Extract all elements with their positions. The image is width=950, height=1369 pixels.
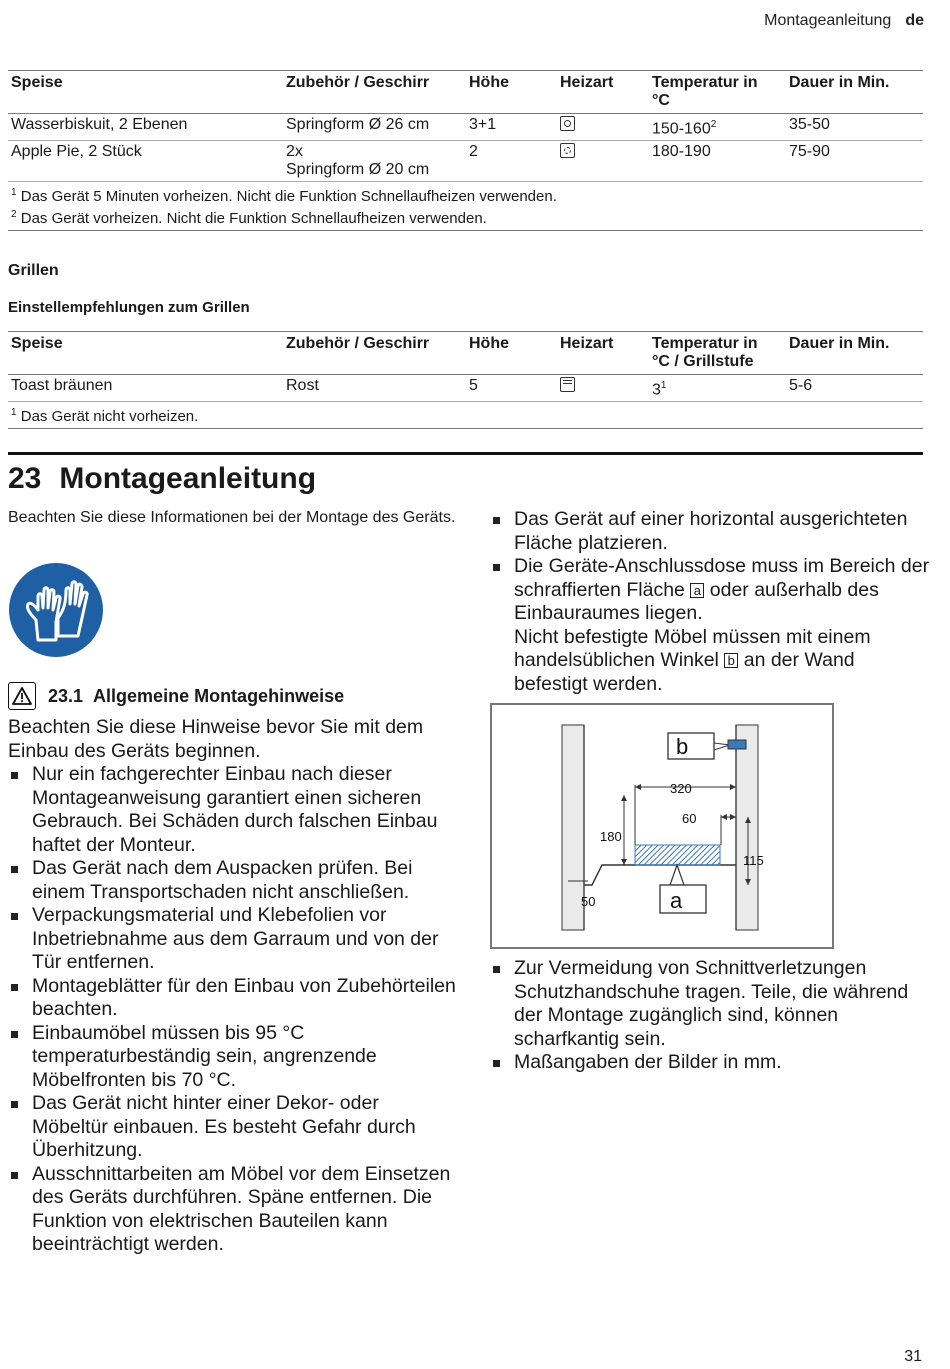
instruction-list (490, 508, 930, 696)
zubehoer-line: 2x (286, 143, 303, 161)
right-column-instructions-2 (490, 957, 930, 1075)
col-header: Dauer in Min. (786, 332, 923, 375)
footnote (11, 404, 920, 426)
protective-gloves-icon (8, 562, 104, 658)
col-header: Höhe (466, 332, 557, 375)
cell-zubehoer: Springform Ø 26 cm (283, 114, 466, 141)
list-text: an der Wand befestigt werden. (514, 649, 855, 695)
table-header-row (8, 71, 923, 114)
cell-speise: Apple Pie, 2 Stück (8, 141, 283, 182)
col-header: Speise (8, 71, 283, 114)
footnote (11, 184, 920, 206)
footnote-text: Das Gerät nicht vorheizen. (20, 408, 199, 426)
cell-hoehe: 2 (466, 141, 557, 182)
general-instructions (8, 716, 458, 1257)
grill-icon (560, 377, 575, 392)
table-row (8, 141, 923, 182)
chapter-divider (8, 452, 923, 455)
col-header: Heizart (557, 332, 649, 375)
col-header: Höhe (466, 71, 557, 114)
list-item: Das Gerät auf einer horizontal ausgerichteten Fläche platzieren. (490, 508, 930, 555)
table-header-row (8, 332, 923, 375)
cell-zubehoer (283, 141, 466, 182)
cell-dauer: 5-6 (786, 375, 923, 402)
section-heading-grillen: Grillen (8, 262, 59, 279)
section-lead: Beachten Sie diese Hinweise bevor Sie mit dem Einbau des Geräts beginnen. (8, 716, 424, 762)
list-text: Die Geräte-Anschlussdose muss im Bereich der schraffierten Fläche (514, 555, 930, 601)
list-item: Verpackungsmaterial und Klebefolien vor Inbetriebnahme aus dem Garraum und von der Tür entfernen. (8, 904, 458, 975)
section-title: Allgemeine Montagehinweise (93, 685, 345, 706)
zubehoer-line: Springform Ø 20 cm (286, 161, 430, 179)
installation-figure (490, 703, 834, 949)
list-item: Das Gerät nicht hinter einer Dekor- oder Möbeltür einbauen. Es besteht Gefahr durch Überhitzung. (8, 1092, 458, 1163)
col-header: Dauer in Min. (786, 71, 923, 114)
col-header: Zubehör / Geschirr (283, 332, 466, 375)
grill-table (8, 331, 923, 429)
footnote-mark: 2 (11, 209, 17, 221)
footnote-text: Das Gerät vorheizen. Nicht die Funktion Schnellaufheizen verwenden. (20, 210, 487, 228)
instruction-list (490, 957, 930, 1075)
list-item: Einbaumöbel müssen bis 95 °C temperaturbeständig sein, angrenzende Möbelfronten bis 70 °C. (8, 1022, 458, 1093)
cell-temp (649, 375, 786, 402)
chapter-title-text: Montageanleitung (59, 462, 317, 495)
temp-value: 150-160 (652, 120, 711, 138)
col-header: Speise (8, 332, 283, 375)
cell-heizart (557, 375, 649, 402)
footnote-mark: 1 (11, 187, 17, 199)
dim-180: 180 (600, 829, 622, 844)
cell-speise: Toast bräunen (8, 375, 283, 402)
hot-air-gentle-icon (560, 143, 575, 158)
dim-115: 115 (743, 853, 764, 868)
table-row (8, 375, 923, 402)
cell-hoehe: 3+1 (466, 114, 557, 141)
col-header: Heizart (557, 71, 649, 114)
col-header: Zubehör / Geschirr (283, 71, 466, 114)
footnote-row (8, 182, 923, 231)
header-section: Montageanleitung (764, 12, 892, 29)
section-heading (8, 682, 344, 710)
cell-temp (649, 114, 786, 141)
warning-icon (8, 682, 36, 710)
col-header: Temperatur in °C / Grillstufe (649, 332, 786, 375)
figure-label-b: b (724, 653, 738, 668)
list-item (490, 555, 930, 696)
table-row (8, 114, 923, 141)
cell-dauer: 35-50 (786, 114, 923, 141)
list-item: Das Gerät nach dem Auspacken prüfen. Bei einem Transportschaden nicht anschließen. (8, 857, 458, 904)
cell-dauer: 75-90 (786, 141, 923, 182)
list-text: oder außerhalb des Einbauraumes liegen. (514, 578, 879, 624)
cell-heizart (557, 141, 649, 182)
temp-value: 3 (652, 381, 661, 399)
list-text: Nicht befestigte Möbel müssen mit einem handelsüblichen Winkel (514, 625, 871, 671)
footnote-ref: 1 (660, 380, 667, 391)
chapter-intro: Beachten Sie diese Informationen bei der Montage des Geräts. (8, 509, 456, 526)
page-header (764, 12, 924, 30)
baking-table (8, 70, 923, 231)
list-item: Nur ein fachgerechter Einbau nach dieser Montageanweisung garantiert einen sicheren Gebrauch. Bei Schäden durch falschen Einbau haftet der Monteur. (8, 763, 458, 857)
page-number: 31 (904, 1348, 922, 1365)
footnote (11, 206, 920, 228)
list-item: Maßangaben der Bilder in mm. (490, 1051, 930, 1075)
footnote-text: Das Gerät 5 Minuten vorheizen. Nicht die Funktion Schnellaufheizen verwenden. (20, 188, 557, 206)
footnotes (8, 402, 923, 429)
figure-label-a: a (690, 583, 704, 598)
section-number: 23.1 (48, 685, 84, 706)
cell-hoehe: 5 (466, 375, 557, 402)
dim-320: 320 (670, 781, 692, 796)
chapter-title (8, 462, 316, 496)
figure-label-a: a (670, 888, 683, 913)
dim-50: 50 (581, 894, 596, 909)
footnotes (8, 182, 923, 231)
footnote-mark: 1 (11, 407, 17, 419)
right-column-instructions (490, 508, 930, 696)
list-item: Montageblätter für den Einbau von Zubehörteilen beachten. (8, 975, 458, 1022)
col-header: Temperatur in °C (649, 71, 786, 114)
fan-heating-icon (560, 116, 575, 131)
figure-label-b: b (676, 734, 689, 759)
cell-heizart (557, 114, 649, 141)
installation-diagram (492, 705, 832, 947)
table-caption: Einstellempfehlungen zum Grillen (8, 299, 250, 316)
dim-60: 60 (682, 811, 697, 826)
list-item: Ausschnittarbeiten am Möbel vor dem Einsetzen des Geräts durchführen. Späne entfernen. Die Funktion von elektrischen Bauteilen kann beeinträchtigt werden. (8, 1163, 458, 1257)
cell-temp: 180-190 (649, 141, 786, 182)
header-lang: de (905, 12, 924, 29)
instruction-list (8, 763, 458, 1257)
footnote-row (8, 402, 923, 429)
cell-speise: Wasserbiskuit, 2 Ebenen (8, 114, 283, 141)
footnote-ref: 2 (710, 119, 717, 130)
list-item: Zur Vermeidung von Schnittverletzungen Schutzhandschuhe tragen. Teile, die während der Montage zugänglich sind, können scharfkantig sein. (490, 957, 930, 1051)
chapter-number: 23 (8, 462, 42, 495)
cell-zubehoer: Rost (283, 375, 466, 402)
